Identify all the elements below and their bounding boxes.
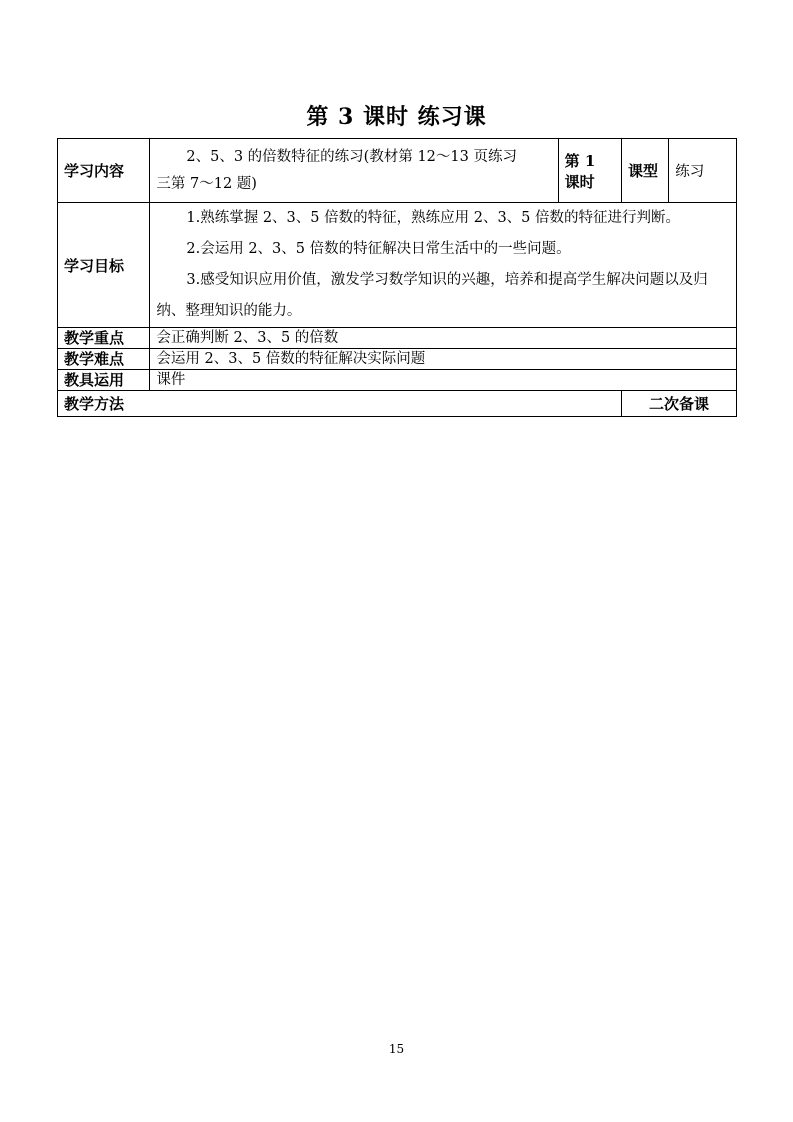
teaching-method-label: 教学方法 — [58, 391, 622, 417]
second-preparation-label: 二次备课 — [622, 391, 737, 417]
learning-content-line1: 2、5、3 的倍数特征的练习(教材第 12～13 页练习 — [186, 148, 517, 165]
learning-goals-value — [150, 203, 737, 328]
period-cell: 第 1 课时 — [558, 139, 621, 203]
row-learning-goals — [58, 203, 737, 328]
row-key-point — [58, 328, 737, 349]
learning-content-value — [150, 139, 558, 203]
learning-content-line2: 三第 7～12 题) — [156, 175, 257, 192]
row-teaching-aids — [58, 370, 737, 391]
page-title: 第 3 课时 练习课 — [306, 104, 487, 130]
learning-goals-label: 学习目标 — [58, 203, 150, 328]
key-point-label: 教学重点 — [58, 328, 150, 349]
goal-item: 3.感受知识应用价值，激发学习数学知识的兴趣，培养和提高学生解决问题以及归纳、整理知识的能力。 — [156, 272, 708, 319]
key-point-value: 会正确判断 2、3、5 的倍数 — [150, 328, 737, 349]
teaching-aids-value: 课件 — [150, 370, 737, 391]
difficulty-value: 会运用 2、3、5 倍数的特征解决实际问题 — [150, 349, 737, 370]
teaching-aids-label: 教具运用 — [58, 370, 150, 391]
difficulty-label: 教学难点 — [58, 349, 150, 370]
row-learning-content — [58, 139, 737, 203]
lesson-type-value: 练习 — [669, 139, 737, 203]
page-number: 15 — [388, 1042, 405, 1056]
row-teaching-method — [58, 391, 737, 417]
lesson-plan-table — [57, 138, 737, 417]
goal-item: 1.熟练掌握 2、3、5 倍数的特征，熟练应用 2、3、5 倍数的特征进行判断。 — [186, 210, 681, 226]
learning-content-label: 学习内容 — [58, 139, 150, 203]
lesson-type-label: 课型 — [622, 139, 669, 203]
goal-item: 2.会运用 2、3、5 倍数的特征解决日常生活中的一些问题。 — [186, 241, 571, 257]
row-difficulty — [58, 349, 737, 370]
